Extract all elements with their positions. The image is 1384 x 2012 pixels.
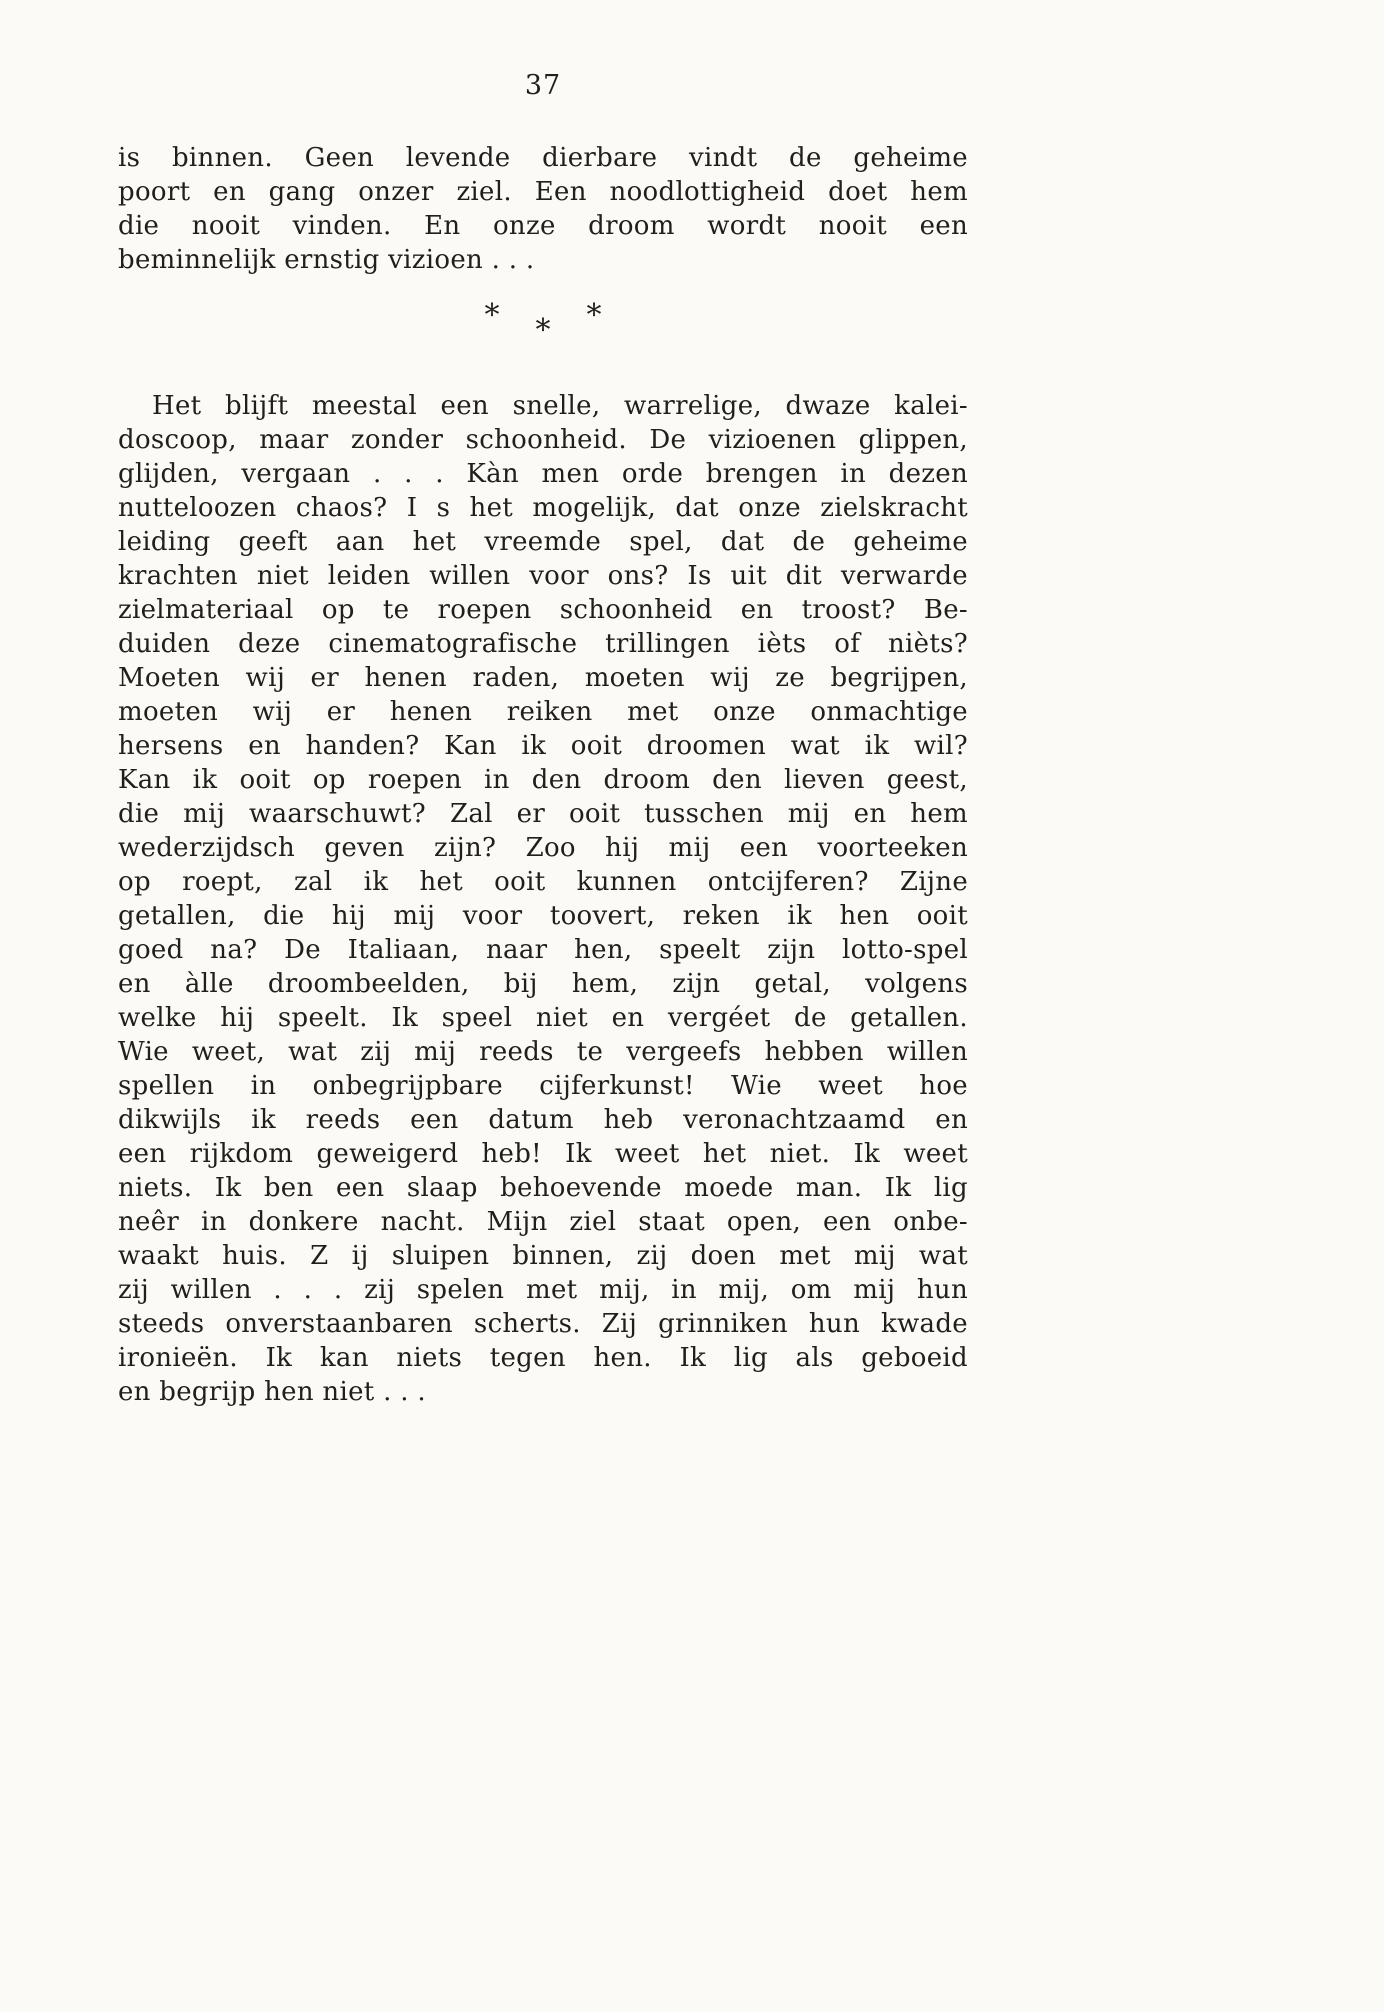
text-line: dikwijls ik reeds een datum heb veronachtzaamd en: [118, 1105, 968, 1135]
text-line: hersens en handen? Kan ik ooit droomen wat ik wil?: [118, 731, 968, 761]
text-line: waakt huis. Z ij sluipen binnen, zij doen met mij wat: [118, 1241, 968, 1271]
text-line: die nooit vinden. En onze droom wordt nooit een: [118, 211, 968, 241]
text-line: beminnelijk ernstig vizioen . . .: [118, 245, 535, 275]
text-line: moeten wij er henen reiken met onze onmachtige: [118, 697, 968, 727]
text-line: krachten niet leiden willen voor ons? Is uit dit verwarde: [118, 561, 968, 591]
page-number: 37: [524, 70, 562, 101]
section-separator: [118, 298, 968, 349]
text-column: [118, 70, 968, 1409]
text-line: nutteloozen chaos? I s het mogelijk, dat onze zielskracht: [118, 493, 968, 523]
text-line: goed na? De Italiaan, naar hen, speelt zijn lotto-spel: [118, 935, 968, 965]
text-line: ironieën. Ik kan niets tegen hen. Ik lig als geboeid: [118, 1343, 968, 1373]
text-line: poort en gang onzer ziel. Een noodlottigheid doet hem: [118, 177, 968, 207]
asterisk-middle: *: [535, 313, 551, 348]
asterisk-left: *: [484, 298, 500, 333]
text-line: is binnen. Geen levende dierbare vindt de geheime: [118, 143, 968, 173]
text-line: spellen in onbegrijpbare cijferkunst! Wie weet hoe: [118, 1071, 968, 1101]
text-line: een rijkdom geweigerd heb! Ik weet het niet. Ik weet: [118, 1139, 968, 1169]
text-line: neêr in donkere nacht. Mijn ziel staat open, een onbe-: [118, 1207, 968, 1237]
asterisk-right: *: [586, 298, 602, 333]
text-line: op roept, zal ik het ooit kunnen ontcijferen? Zijne: [118, 867, 968, 897]
text-line: steeds onverstaanbaren scherts. Zij grinniken hun kwade: [118, 1309, 968, 1339]
paragraph-1: [118, 141, 968, 277]
text-line: Moeten wij er henen raden, moeten wij ze begrijpen,: [118, 663, 968, 693]
text-line: Wie weet, wat zij mij reeds te vergeefs hebben willen: [118, 1037, 968, 1067]
paragraph-2: [118, 389, 968, 1409]
text-line: zij willen . . . zij spelen met mij, in mij, om mij hun: [118, 1275, 968, 1305]
text-line: leiding geeft aan het vreemde spel, dat de geheime: [118, 527, 968, 557]
text-line: en àlle droombeelden, bij hem, zijn getal, volgens: [118, 969, 968, 999]
text-line: welke hij speelt. Ik speel niet en vergéet de getallen.: [118, 1003, 968, 1033]
text-line: die mij waarschuwt? Zal er ooit tusschen mij en hem: [118, 799, 968, 829]
text-line: zielmateriaal op te roepen schoonheid en troost? Be-: [118, 595, 968, 625]
text-line: Het blijft meestal een snelle, warrelige, dwaze kalei-: [152, 391, 968, 421]
text-line: duiden deze cinematografische trillingen ièts of nièts?: [118, 629, 968, 659]
text-line: glijden, vergaan . . . Kàn men orde brengen in dezen: [118, 459, 968, 489]
text-line: doscoop, maar zonder schoonheid. De vizioenen glippen,: [118, 425, 968, 455]
text-line: niets. Ik ben een slaap behoevende moede man. Ik lig: [118, 1173, 968, 1203]
text-line: getallen, die hij mij voor toovert, reken ik hen ooit: [118, 901, 968, 931]
text-line: en begrijp hen niet . . .: [118, 1377, 426, 1407]
text-line: wederzijdsch geven zijn? Zoo hij mij een voorteeken: [118, 833, 968, 863]
text-line: Kan ik ooit op roepen in den droom den lieven geest,: [118, 765, 968, 795]
